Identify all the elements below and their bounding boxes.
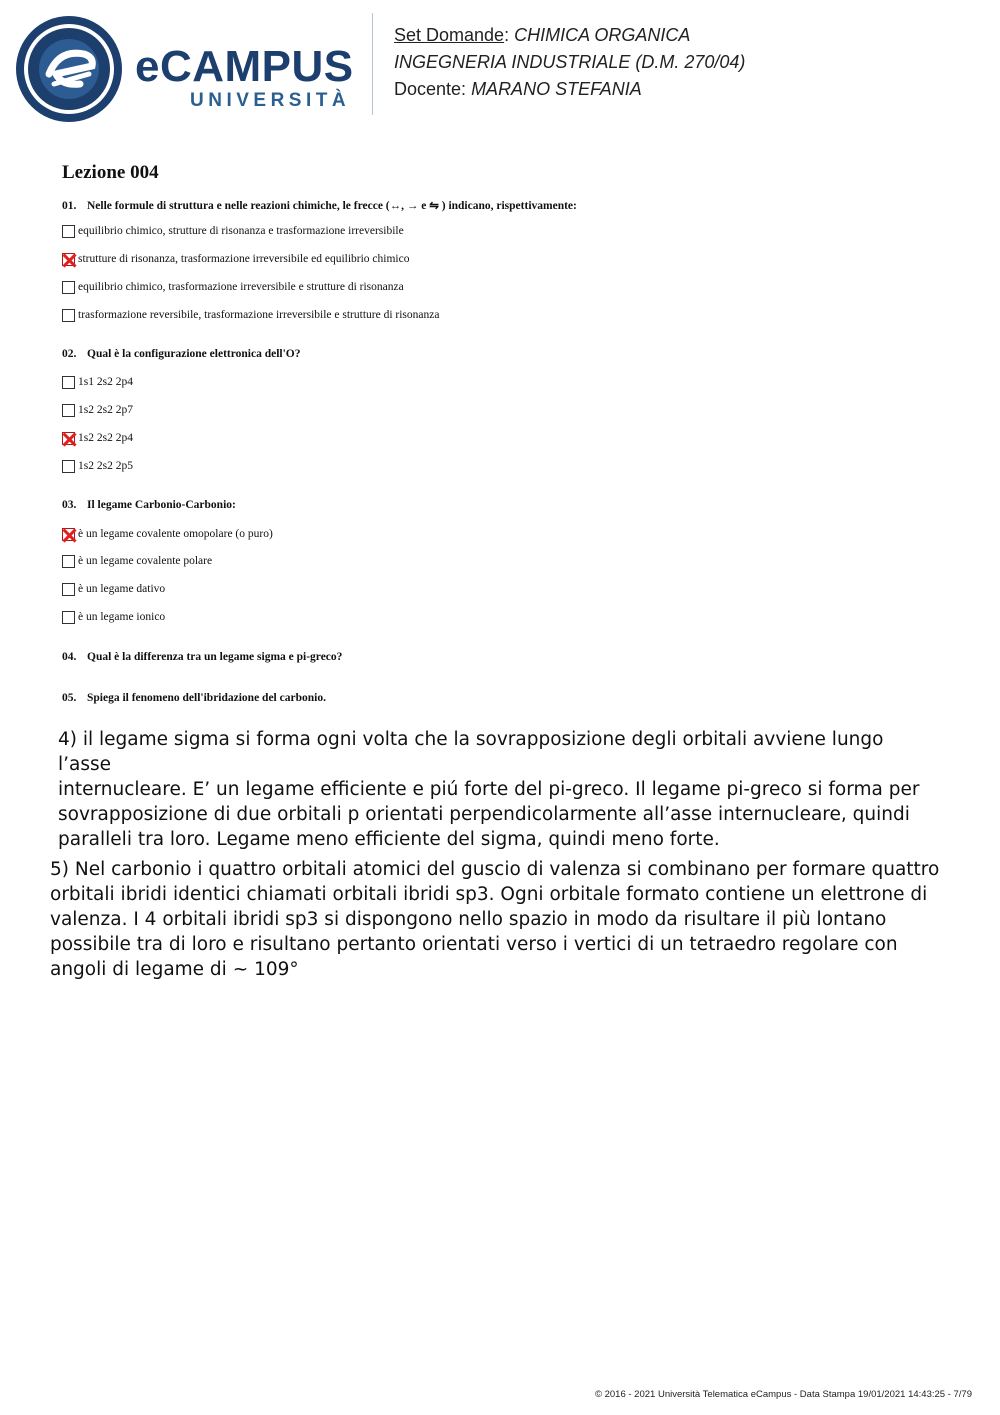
option-label: equilibrio chimico, trasformazione irreversibile e strutture di risonanza <box>78 281 404 293</box>
ecampus-logo-emblem <box>14 14 124 129</box>
header-divider <box>372 13 373 115</box>
option-label: 1s2 2s2 2p4 <box>78 432 133 444</box>
answer-line: orbitali ibridi identici chiamati orbitali ibridi sp3. Ogni orbitale formato contiene un elettrone di <box>50 884 928 905</box>
checkbox-unchecked[interactable] <box>62 281 75 294</box>
answer-line: possibile tra di loro e risultano pertanto orientati verso i vertici di un tetraedro regolare con <box>50 934 898 955</box>
question-05 <box>62 692 326 704</box>
option-label: 1s2 2s2 2p7 <box>78 404 133 416</box>
answer-line: 5) Nel carbonio i quattro orbitali atomici del guscio di valenza si combinano per formare quattro <box>50 859 940 880</box>
question-01-option-1[interactable] <box>62 223 404 239</box>
checkbox-checked[interactable] <box>62 528 75 541</box>
checkbox-unchecked[interactable] <box>62 309 75 322</box>
question-text: Qual è la configurazione elettronica dell'O? <box>87 348 301 360</box>
option-label: 1s2 2s2 2p5 <box>78 460 133 472</box>
question-03-option-4[interactable] <box>62 609 165 625</box>
document-header <box>394 22 745 103</box>
question-text: Spiega il fenomeno dell'ibridazione del carbonio. <box>87 692 326 704</box>
question-03 <box>62 499 236 511</box>
question-01-option-2[interactable] <box>62 251 409 267</box>
checkbox-unchecked[interactable] <box>62 376 75 389</box>
answer-line: paralleli tra loro. Legame meno efficiente del sigma, quindi meno forte. <box>58 829 720 850</box>
question-02-option-1[interactable] <box>62 374 133 390</box>
question-01 <box>62 198 577 212</box>
checkbox-unchecked[interactable] <box>62 460 75 473</box>
ecampus-emblem-icon <box>14 14 124 124</box>
lesson-title: Lezione 004 <box>62 162 159 183</box>
course-name: CHIMICA ORGANICA <box>514 25 691 45</box>
question-02-option-2[interactable] <box>62 402 133 418</box>
answer-line: valenza. I 4 orbitali ibridi sp3 si dispongono nello spazio in modo da risultare il più lontano <box>50 909 887 930</box>
checkbox-unchecked[interactable] <box>62 555 75 568</box>
program-name: INGEGNERIA INDUSTRIALE (D.M. 270/04) <box>394 52 746 72</box>
question-03-option-2[interactable] <box>62 553 212 569</box>
option-label: equilibrio chimico, strutture di risonanza e trasformazione irreversibile <box>78 225 404 237</box>
answer-04 <box>58 727 938 852</box>
checkbox-checked[interactable] <box>62 253 75 266</box>
question-02 <box>62 348 300 360</box>
question-text: Qual è la differenza tra un legame sigma e pi-greco? <box>87 651 343 663</box>
checkbox-unchecked[interactable] <box>62 225 75 238</box>
checkbox-unchecked[interactable] <box>62 611 75 624</box>
answer-line: 4) il legame sigma si forma ogni volta che la sovrapposizione degli orbitali avviene lungo l’asse <box>58 729 884 775</box>
answer-line: sovrapposizione di due orbitali p orientati perpendicolarmente all’asse internucleare, quindi <box>58 804 910 825</box>
checkbox-checked[interactable] <box>62 432 75 445</box>
teacher-name: MARANO STEFANIA <box>471 79 642 99</box>
question-04 <box>62 651 342 663</box>
course-line: Set Domande: CHIMICA ORGANICA <box>394 25 691 45</box>
teacher-label: Docente: <box>394 79 467 99</box>
question-number: 02. <box>62 348 77 360</box>
option-label: è un legame covalente omopolare (o puro) <box>78 528 273 540</box>
answer-line: angoli di legame di ~ 109° <box>50 959 299 980</box>
question-02-option-4[interactable] <box>62 458 133 474</box>
option-label: è un legame covalente polare <box>78 555 213 567</box>
question-03-option-1[interactable] <box>62 526 273 542</box>
question-01-option-3[interactable] <box>62 279 404 295</box>
option-label: strutture di risonanza, trasformazione irreversibile ed equilibrio chimico <box>78 253 410 265</box>
ecampus-subtitle: UNIVERSITÀ <box>190 90 351 111</box>
answer-line: internucleare. E’ un legame efficiente e piú forte del pi-greco. Il legame pi-greco si forma per <box>58 779 920 800</box>
checkbox-unchecked[interactable] <box>62 583 75 596</box>
question-number: 03. <box>62 499 77 511</box>
answer-05 <box>50 857 950 982</box>
question-02-option-3[interactable] <box>62 430 133 446</box>
question-number: 01. <box>62 200 77 212</box>
option-label: 1s1 2s2 2p4 <box>78 376 133 388</box>
question-01-option-4[interactable] <box>62 307 439 323</box>
set-label: Set Domande <box>394 25 505 45</box>
question-03-option-3[interactable] <box>62 581 165 597</box>
question-number: 04. <box>62 651 77 663</box>
question-text: Nelle formule di struttura e nelle reazioni chimiche, le frecce (↔, → e ⇋ ) indicano, rispettivamente: <box>87 200 577 212</box>
option-label: è un legame dativo <box>78 583 166 595</box>
page-footer: © 2016 - 2021 Università Telematica eCampus - Data Stampa 19/01/2021 14:43:25 - 7/79 <box>594 1389 972 1400</box>
checkbox-unchecked[interactable] <box>62 404 75 417</box>
question-number: 05. <box>62 692 77 704</box>
teacher-line <box>394 76 745 103</box>
question-text: Il legame Carbonio-Carbonio: <box>87 499 236 511</box>
program-line <box>394 49 745 76</box>
option-label: trasformazione reversibile, trasformazione irreversibile e strutture di risonanza <box>78 309 440 321</box>
option-label: è un legame ionico <box>78 611 166 623</box>
ecampus-wordmark: eCAMPUS <box>135 42 354 91</box>
